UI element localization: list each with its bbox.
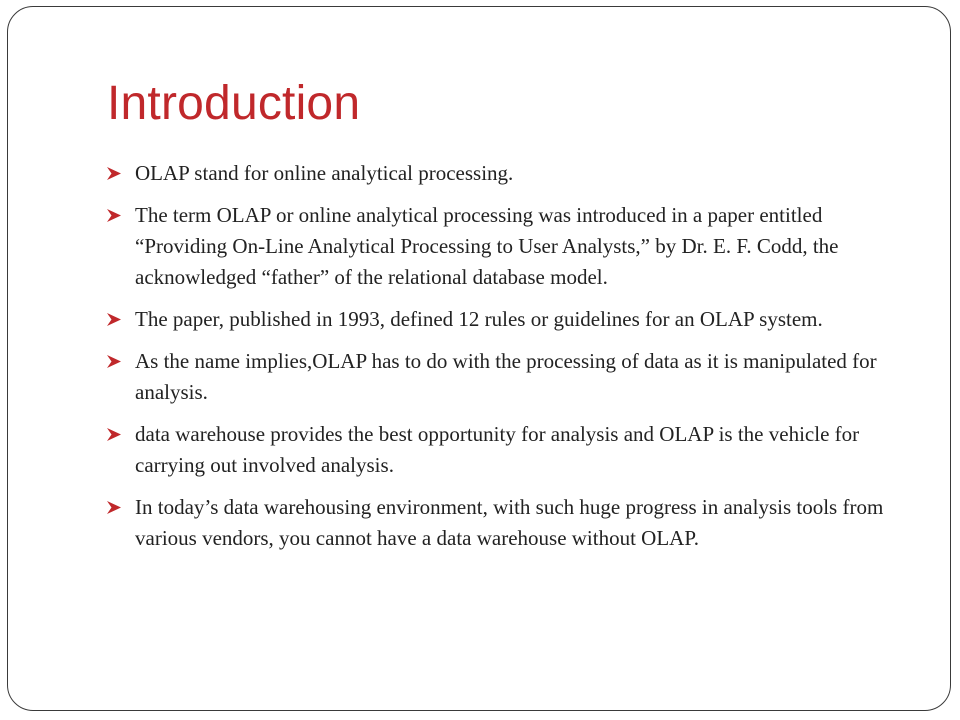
bullet-text: OLAP stand for online analytical processing.	[135, 161, 514, 185]
arrow-bullet-icon	[106, 208, 122, 223]
bullet-text: The paper, published in 1993, defined 12 rules or guidelines for an OLAP system.	[135, 307, 823, 331]
bullet-text: data warehouse provides the best opportunity for analysis and OLAP is the vehicle for carrying out involved analysis.	[135, 422, 860, 477]
bullet-item	[103, 158, 903, 189]
bullet-text: As the name implies,OLAP has to do with the processing of data as it is manipulated for analysis.	[135, 349, 877, 404]
arrow-bullet-icon	[106, 312, 122, 327]
bullet-text: In today’s data warehousing environment, with such huge progress in analysis tools from various vendors, you cannot have a data warehouse without OLAP.	[135, 495, 884, 550]
bullet-list	[103, 158, 903, 565]
slide-title: Introduction	[107, 77, 361, 130]
bullet-item	[103, 419, 903, 481]
arrow-bullet-icon	[106, 354, 122, 369]
bullet-item	[103, 200, 903, 293]
arrow-bullet-icon	[106, 427, 122, 442]
arrow-bullet-icon	[106, 500, 122, 515]
bullet-item	[103, 304, 903, 335]
bullet-item	[103, 346, 903, 408]
arrow-bullet-icon	[106, 166, 122, 181]
bullet-item	[103, 492, 903, 554]
bullet-text: The term OLAP or online analytical processing was introduced in a paper entitled “Providing On-Line Analytical Processing to User Analysts,” by Dr. E. F. Codd, the acknowledged “father” of the relational database model.	[135, 203, 839, 289]
